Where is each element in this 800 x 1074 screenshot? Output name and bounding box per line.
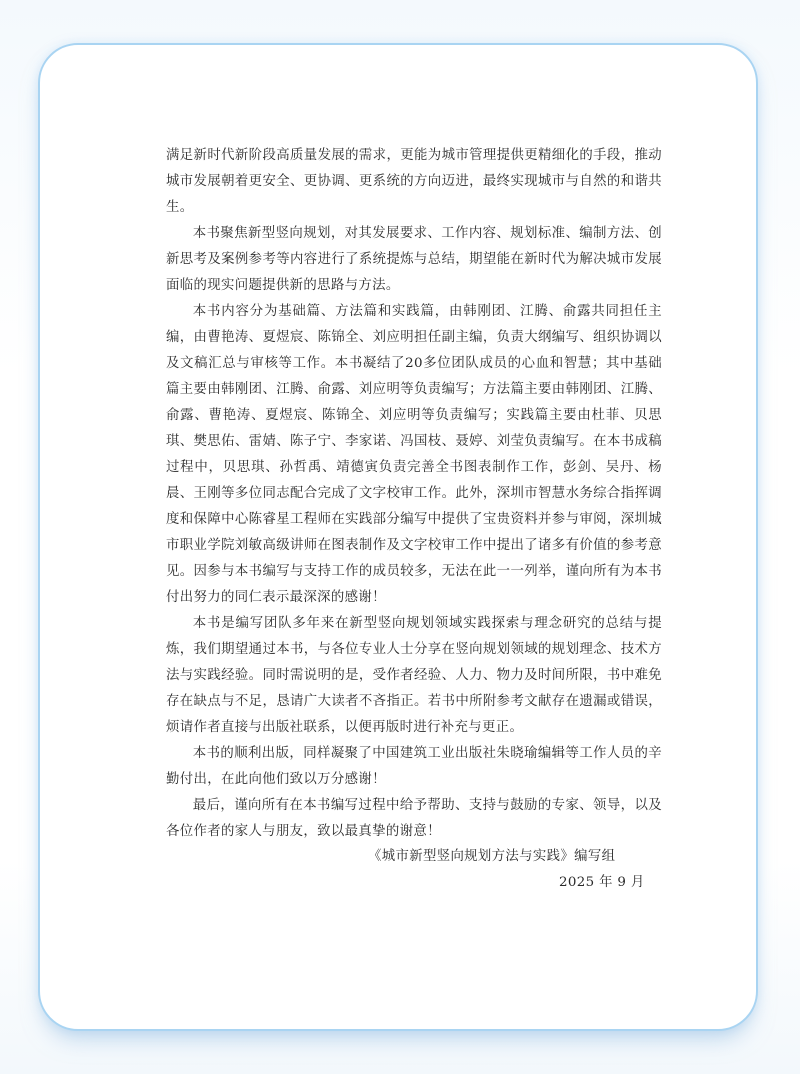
paragraph: 本书内容分为基础篇、方法篇和实践篇，由韩刚团、江腾、俞露共同担任主编，由曹艳涛、夏煜宸、陈锦全、刘应明担任副主编，负责大纲编写、组织协调以及文稿汇总与审核等工作。本书凝结了20多位团队成员的心血和智慧；其中基础篇主要由韩刚团、江腾、俞露、刘应明等负责编写；方法篇主要由韩刚团、江腾、俞露、曹艳涛、夏煜宸、陈锦全、刘应明等负责编写；实践篇主要由杜菲、贝思琪、樊思佑、雷婧、陈子宁、李家诺、冯国枝、聂婷、刘莹负责编写。在本书成稿过程中，贝思琪、孙哲禹、靖德寅负责完善全书图表制作工作，彭剑、吴丹、杨晨、王刚等多位同志配合完成了文字校审工作。此外，深圳市智慧水务综合指挥调度和保障中心陈睿星工程师在实践部分编写中提供了宝贵资料并参与审阅，深圳城市职业学院刘敏高级讲师在图表制作及文字校审工作中提出了诸多有价值的参考意见。因参与本书编写与支持工作的成员较多，无法在此一一列举，谨向所有为本书付出努力的同仁表示最深深的感谢！ xyxy=(166,304,662,605)
signature-block xyxy=(360,844,660,896)
paragraph: 本书的顺利出版，同样凝聚了中国建筑工业出版社朱晓瑜编辑等工作人员的辛勤付出，在此向他们致以万分感谢！ xyxy=(166,746,662,787)
paragraph: 本书聚焦新型竖向规划，对其发展要求、工作内容、规划标准、编制方法、创新思考及案例参考等内容进行了系统提炼与总结，期望能在新时代为解决城市发展面临的现实问题提供新的思路与方法。 xyxy=(166,226,662,293)
signature-group: 《城市新型竖向规划方法与实践》编写组 xyxy=(368,849,616,864)
paragraph: 满足新时代新阶段高质量发展的需求，更能为城市管理提供更精细化的手段，推动城市发展朝着更安全、更协调、更系统的方向迈进，最终实现城市与自然的和谐共生。 xyxy=(166,148,662,215)
paragraph: 本书是编写团队多年来在新型竖向规划领域实践探索与理念研究的总结与提炼，我们期望通过本书，与各位专业人士分享在竖向规划领域的规划理念、技术方法与实践经验。同时需说明的是，受作者经验、人力、物力及时间所限，书中难免存在缺点与不足，恳请广大读者不吝指正。若书中所附参考文献存在遗漏或错误，烦请作者直接与出版社联系，以便再版时进行补充与更正。 xyxy=(166,616,662,735)
document-body xyxy=(166,143,662,845)
signature-date: 2025 年 9 月 xyxy=(559,875,645,890)
paragraph: 最后，谨向所有在本书编写过程中给予帮助、支持与鼓励的专家、领导，以及各位作者的家人与朋友，致以最真挚的谢意！ xyxy=(166,798,662,839)
